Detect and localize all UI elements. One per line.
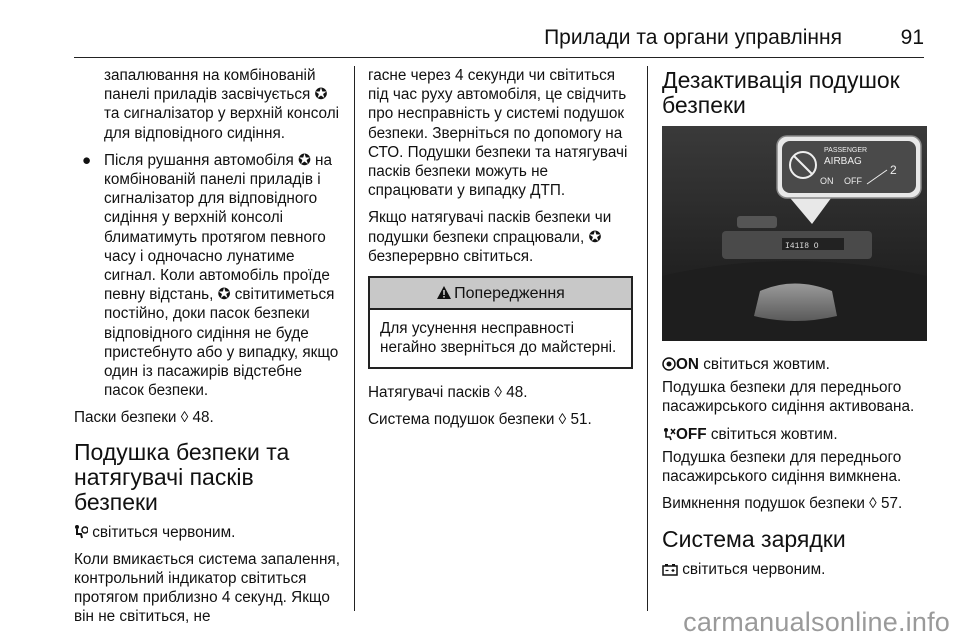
airbag-off-description: Подушка безпеки для переднього пасажирського сидіння вимкнена. xyxy=(662,448,902,486)
warning-title: Попередження xyxy=(454,285,565,303)
warning-body: Для усунення несправності негайно зверніться до майстерні. xyxy=(380,320,617,357)
bullet-dot: ● xyxy=(82,151,92,169)
column-1 xyxy=(74,66,342,635)
warning-box xyxy=(368,276,633,369)
airbag-fault-paragraph: гасне через 4 секунди чи світиться під час руху автомобіля, це свідчить про несправність у системі подушок безпеки. Зверніться по допомогу на СТО. Подушки безпеки та натягувачі пасків безпеки можуть не спрацювати у випадку ДТП. xyxy=(368,67,628,200)
intro-paragraph: запалювання на комбінованій панелі приладів засвічується ✪ та сигналізатор у верхній консолі для відповідного сидіння. xyxy=(104,67,340,142)
airbag-off-label: OFF xyxy=(676,425,707,443)
airbag-body-text: Коли вмикається система запалення, контрольний індикатор світиться протягом приблизно 4 секунд. Якщо він не світиться, не xyxy=(74,550,340,626)
airbag-on-status: світиться жовтим. xyxy=(703,356,830,373)
column-divider-1 xyxy=(354,66,355,611)
column-2 xyxy=(368,66,633,437)
battery-icon xyxy=(662,563,678,576)
warning-header xyxy=(370,278,631,310)
airbag-deactivation-reference: Вимкнення подушок безпеки ◊ 57. xyxy=(662,495,903,513)
airbag-off-icon xyxy=(662,427,676,441)
svg-text:I41I8 O: I41I8 O xyxy=(785,242,819,251)
photo-airbag-label: AIRBAG xyxy=(824,156,862,167)
overhead-console-illustration xyxy=(662,126,927,341)
airbag-on-line xyxy=(662,355,927,374)
page-header-title: Прилади та органи управління xyxy=(544,26,842,49)
column-divider-2 xyxy=(647,66,648,611)
airbag-off-line xyxy=(662,425,927,444)
header-rule xyxy=(74,57,924,58)
page-number: 91 xyxy=(900,26,924,49)
airbag-system-reference: Система подушок безпеки ◊ 51. xyxy=(368,410,592,428)
charging-system-heading: Система зарядки xyxy=(662,526,846,553)
pretensioner-reference: Натягувачі пасків ◊ 48. xyxy=(368,383,528,401)
photo-passenger-label: PASSENGER xyxy=(824,147,868,154)
watermark: carmanualsonline.info xyxy=(683,607,950,637)
seatbelt-reference: Паски безпеки ◊ 48. xyxy=(74,409,214,427)
airbag-on-description: Подушка безпеки для переднього пасажирського сидіння активована. xyxy=(662,379,915,416)
bullet-item xyxy=(74,151,342,401)
airbag-indicator-line xyxy=(74,523,342,542)
airbag-indicator-text: світиться червоним. xyxy=(92,523,236,541)
charging-indicator-line xyxy=(662,560,927,579)
photo-on-label: ON xyxy=(820,176,834,186)
bullet-text: Після рушання автомобіля ✪ на комбінованій панелі приладів і сигналізатор для відповідного сидіння у верхній консолі блиматимуть протягом певного часу і одночасно лунатиме сигнал. Коли автомобіль проїде певну відстань, ✪ світитиметься постійно, доки пасок безпеки відповідного сидіння не буде пристебнуто або у випадку, якщо один із пасажирів відстебне пасок безпеки. xyxy=(104,151,339,400)
airbag-off-status: світиться жовтим. xyxy=(710,425,838,443)
airbag-heading: Подушка безпеки та натягувачі пасків безпеки xyxy=(74,438,290,515)
deactivation-heading: Дезактивація подушок безпеки xyxy=(662,67,900,118)
airbag-deployed-paragraph: Якщо натягувачі пасків безпеки чи подушки безпеки спрацювали, ✪ безперервно світиться. xyxy=(368,209,612,265)
photo-off-label: OFF xyxy=(844,176,862,186)
photo-callout-2: 2 xyxy=(890,163,897,177)
charging-indicator-text: світиться червоним. xyxy=(682,561,826,579)
airbag-panel-photo xyxy=(662,126,927,341)
warning-triangle-icon xyxy=(436,285,452,300)
airbag-on-label: ON xyxy=(676,356,699,373)
airbag-on-icon xyxy=(662,357,676,371)
airbag-icon xyxy=(74,524,88,539)
column-3 xyxy=(662,66,927,588)
